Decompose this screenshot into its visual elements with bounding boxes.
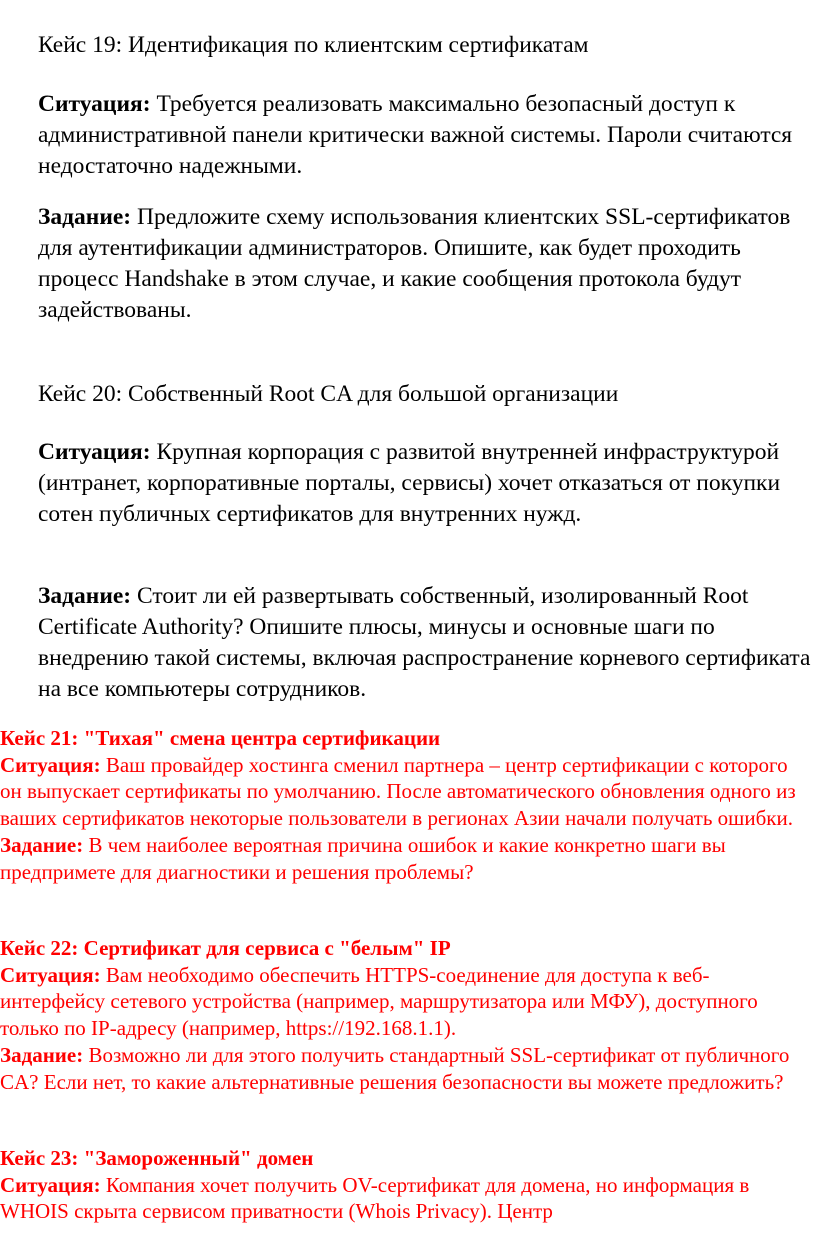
situation-label: Ситуация:: [0, 1172, 101, 1197]
case-21-task: [0, 832, 812, 885]
case-19-title: [38, 30, 814, 61]
case-20-title: [38, 379, 814, 410]
situation-text: Требуется реализовать максимально безопасный доступ к административной панели критически важной системы. Пароли считаются недостаточно надежными.: [38, 91, 793, 179]
case-20-task: [38, 581, 814, 705]
case-23-title: Кейс 23: "Замороженный" домен: [0, 1146, 314, 1170]
case-22-situation: [0, 962, 812, 1042]
case-19-title-text: Кейс 19: Идентификация по клиентским сертификатам: [38, 32, 589, 58]
case-22-task: [0, 1042, 812, 1095]
task-text: Предложите схему использования клиентских SSL-сертификатов для аутентификации администраторов. Опишите, как будет проходить процесс Handshake в этом случае, и какие сообщения протокола будут задействованы.: [38, 204, 791, 323]
case-23-situation: [0, 1172, 812, 1225]
task-label: Задание:: [38, 204, 132, 230]
situation-text: Вам необходимо обеспечить HTTPS-соединение для доступа к веб-интерфейсу сетевого устройства (например, маршрутизатора или МФУ), доступного только по IP-адресу (например, https://192.168.1.1).: [0, 962, 758, 1041]
situation-label: Ситуация:: [0, 962, 101, 987]
case-19-situation: [38, 89, 814, 182]
situation-text: Ваш провайдер хостинга сменил партнера – центр сертификации с которого он выпускает сертификаты по умолчанию. После автоматического обновления одного из ваших сертификатов некоторые пользователи в регионах Азии начали получать ошибки.: [0, 752, 796, 831]
situation-label: Ситуация:: [38, 439, 151, 465]
task-label: Задание:: [0, 832, 84, 857]
task-text: В чем наиболее вероятная причина ошибок и какие конкретно шаги вы предпримете для диагностики и решения проблемы?: [0, 832, 726, 884]
case-20-situation: [38, 437, 814, 530]
case-22-title: Кейс 22: Сертификат для сервиса с "белым" IP: [0, 936, 451, 960]
case-22: [0, 935, 812, 1095]
task-text: Стоит ли ей развертывать собственный, изолированный Root Certificate Authority? Опишите плюсы, минусы и основные шаги по внедрению такой системы, включая распространение корневого сертификата на все компьютеры сотрудников.: [38, 583, 811, 702]
situation-label: Ситуация:: [0, 752, 101, 777]
case-23: [0, 1145, 812, 1225]
task-label: Задание:: [38, 583, 132, 609]
situation-text: Крупная корпорация с развитой внутренней инфраструктурой (интранет, корпоративные порталы, сервисы) хочет отказаться от покупки сотен публичных сертификатов для внутренних нужд.: [38, 439, 781, 527]
case-19-task: [38, 202, 814, 326]
situation-label: Ситуация:: [38, 91, 151, 117]
case-21: [0, 725, 812, 885]
situation-text: Компания хочет получить OV-сертификат для домена, но информация в WHOIS скрыта сервисом приватности (Whois Privacy). Центр: [0, 1172, 750, 1224]
case-21-title: Кейс 21: "Тихая" смена центра сертификации: [0, 726, 441, 750]
task-text: Возможно ли для этого получить стандартный SSL-сертификат от публичного CA? Если нет, то какие альтернативные решения безопасности вы можете предложить?: [0, 1042, 790, 1094]
case-20-title-text: Кейс 20: Собственный Root CA для большой организации: [38, 381, 619, 407]
task-label: Задание:: [0, 1042, 84, 1067]
case-21-situation: [0, 752, 812, 832]
